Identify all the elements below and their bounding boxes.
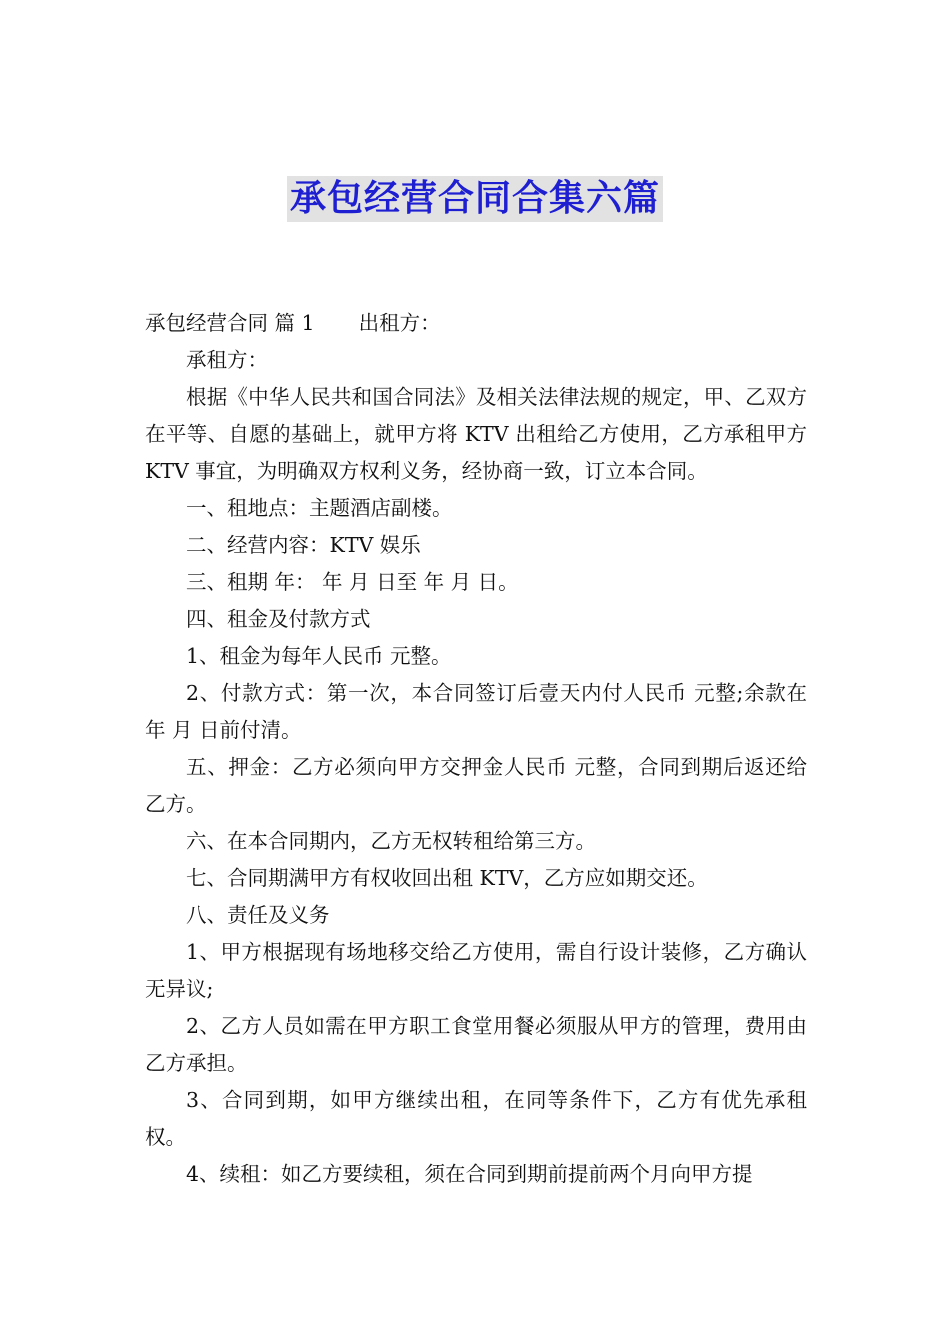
first-line xyxy=(145,305,807,342)
paragraph-rent-amount: 1、租金为每年人民币 元整。 xyxy=(186,644,452,668)
paragraph-duty-2: 2、乙方人员如需在甲方职工食堂用餐必须服从甲方的管理，费用由乙方承担。 xyxy=(145,1014,807,1075)
document-title: 承包经营合同合集六篇 xyxy=(287,176,663,222)
paragraph-duty-3: 3、合同到期，如甲方继续出租，在同等条件下，乙方有优先承租权。 xyxy=(145,1088,807,1149)
section-heading: 承包经营合同 篇 1 xyxy=(145,311,315,335)
paragraph-duties-heading: 八、责任及义务 xyxy=(186,903,330,927)
document-body xyxy=(145,305,807,1193)
paragraph-term: 三、租期 年： 年 月 日至 年 月 日。 xyxy=(186,570,519,594)
paragraph-expiry: 七、合同期满甲方有权收回出租 KTV，乙方应如期交还。 xyxy=(186,866,708,890)
paragraph-sublet: 六、在本合同期内，乙方无权转租给第三方。 xyxy=(186,829,596,853)
paragraph-preamble: 根据《中华人民共和国合同法》及相关法律法规的规定，甲、乙双方在平等、自愿的基础上，就甲方将 KTV 出租给乙方使用，乙方承租甲方 KTV 事宜，为明确双方权利义务，经协商一致，订立本合同。 xyxy=(145,385,807,483)
paragraph-location: 一、租地点：主题酒店副楼。 xyxy=(186,496,453,520)
paragraph-duty-1: 1、甲方根据现有场地移交给乙方使用，需自行设计装修，乙方确认无异议; xyxy=(145,940,807,1001)
paragraph-rent-heading: 四、租金及付款方式 xyxy=(186,607,371,631)
paragraph-duty-4: 4、续租：如乙方要续租，须在合同到期前提前两个月向甲方提 xyxy=(186,1162,753,1186)
paragraph-deposit: 五、押金：乙方必须向甲方交押金人民币 元整，合同到期后返还给乙方。 xyxy=(145,755,807,816)
paragraph-payment: 2、付款方式：第一次，本合同签订后壹天内付人民币 元整;余款在 年 月 日前付清。 xyxy=(145,681,807,742)
paragraph-business: 二、经营内容：KTV 娱乐 xyxy=(186,533,421,557)
title-container xyxy=(0,176,950,222)
paragraph-lessee: 承租方： xyxy=(186,348,268,372)
lessor-label: 出租方： xyxy=(358,311,441,335)
